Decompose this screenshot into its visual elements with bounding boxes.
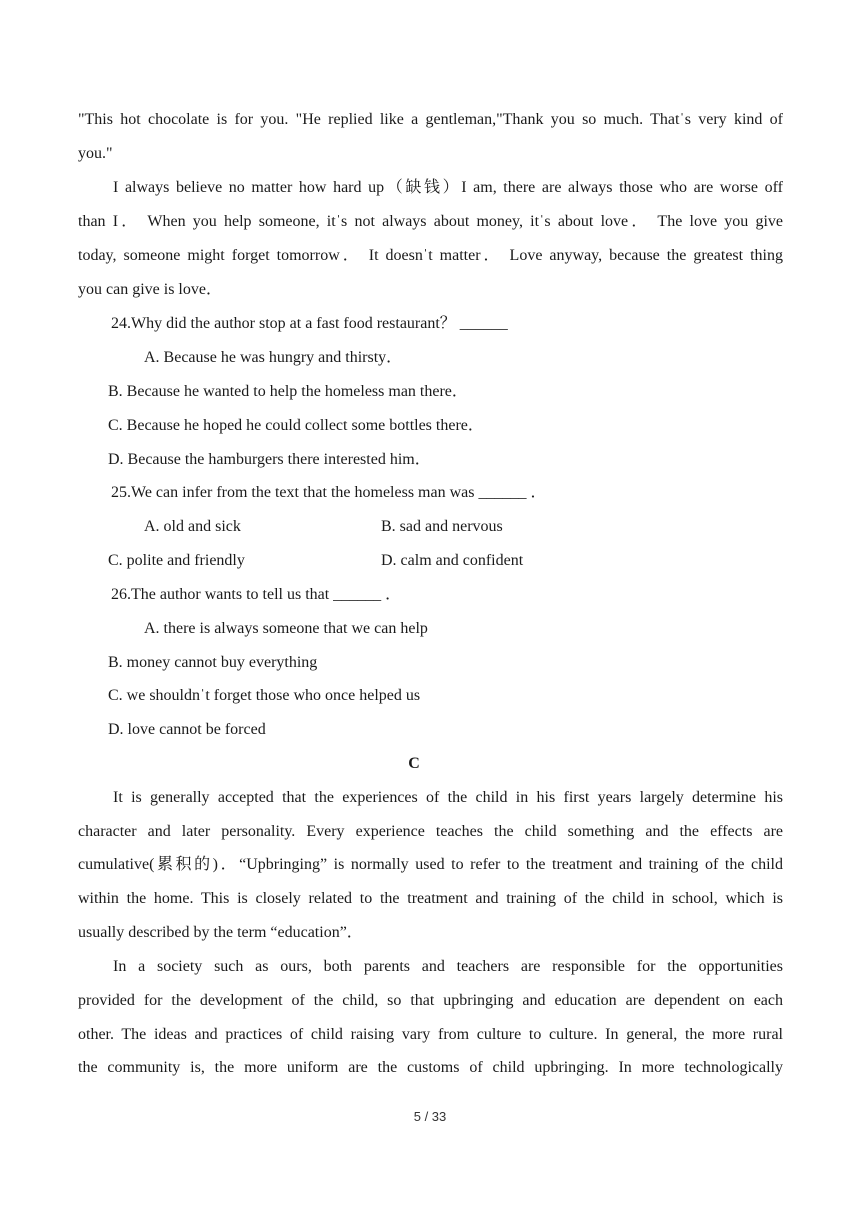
question-24-option-d: D. Because the hamburgers there interested him．: [108, 451, 431, 468]
passage-line: today, someone might forget tomorrow． It doesnˈt matter． Love anyway, because the greatest thing: [78, 247, 783, 264]
question-25-option-b: B. sad and nervous: [381, 518, 503, 535]
passage-line: I always believe no matter how hard up（缺钱）I am, there are always those who are worse off: [113, 179, 783, 196]
passage-line: you can give is love．: [78, 281, 222, 298]
paragraph-line: usually described by the term “education”．: [78, 924, 363, 941]
paragraph-line: cumulative(累积的)．“Upbringing” is normally used to refer to the treatment and training of the child: [78, 856, 783, 873]
section-heading: C: [408, 755, 420, 772]
passage-line: than I． When you help someone, itˈs not always about money, itˈs about love． The love you give: [78, 213, 783, 230]
paragraph-line: It is generally accepted that the experiences of the child in his first years largely determine his: [113, 789, 783, 806]
passage-line: "This hot chocolate is for you. "He replied like a gentleman,"Thank you so much. Thatˈs very kind of: [78, 111, 783, 128]
passage-line: you.": [78, 145, 113, 162]
paragraph-line: In a society such as ours, both parents and teachers are responsible for the opportunities: [113, 958, 783, 975]
question-25-option-a: A. old and sick: [144, 518, 241, 535]
page-number: 5 / 33: [413, 1109, 447, 1124]
question-25-option-d: D. calm and confident: [381, 552, 524, 569]
question-24-option-b: B. Because he wanted to help the homeless man there．: [108, 383, 468, 400]
question-25-stem: 25.We can infer from the text that the homeless man was ______ ．: [111, 484, 547, 501]
paragraph-line: provided for the development of the child, so that upbringing and education are dependent on each: [78, 992, 783, 1009]
paragraph-line: other. The ideas and practices of child raising vary from culture to culture. In general, the more rural: [78, 1026, 783, 1043]
question-26-option-c: C. we shouldnˈt forget those who once helped us: [108, 687, 421, 704]
question-26-stem: 26.The author wants to tell us that ______ ．: [111, 586, 402, 603]
question-26-option-a: A. there is always someone that we can help: [144, 620, 428, 637]
paragraph-line: character and later personality. Every experience teaches the child something and the effects are: [78, 823, 783, 840]
paragraph-line: the community is, the more uniform are the customs of child upbringing. In more technologically: [78, 1059, 783, 1076]
question-26-option-b: B. money cannot buy everything: [108, 654, 318, 671]
paragraph-line: within the home. This is closely related to the treatment and training of the child in school, which is: [78, 890, 783, 907]
question-26-option-d: D. love cannot be forced: [108, 721, 266, 738]
question-24-option-c: C. Because he hoped he could collect some bottles there．: [108, 417, 484, 434]
question-25-option-c: C. polite and friendly: [108, 552, 245, 569]
question-24-stem: 24.Why did the author stop at a fast food restaurant？ ______: [111, 315, 508, 332]
question-24-option-a: A. Because he was hungry and thirsty．: [144, 349, 403, 366]
